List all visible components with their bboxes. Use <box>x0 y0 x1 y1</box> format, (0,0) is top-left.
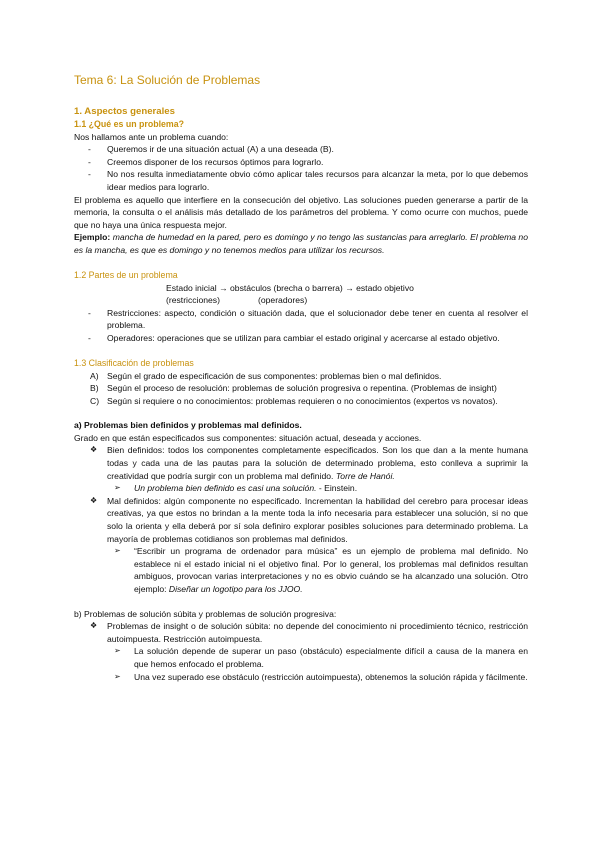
arrow-bullet-icon: ➢ <box>114 671 121 681</box>
section-a-intro: Grado en que están especificados sus componentes: situación actual, deseada y acciones. <box>74 432 422 443</box>
document-content <box>74 74 528 683</box>
diamond-bullet-icon: ❖ <box>90 495 98 505</box>
arrow-bullet-icon: ➢ <box>114 483 121 493</box>
diamond-bullet-icon: ❖ <box>90 445 98 455</box>
example-paragraph: Ejemplo: mancha de humedad en la pared, pero es domingo y no tengo las sustancias para arreglarlo. El problema no es la mancha, es que es domingo y no tenemos medios para utilizar los recursos. <box>74 232 528 255</box>
state-diagram-sub: (restricciones) (operadores) <box>166 295 308 306</box>
subsection-heading-clasificacion: 1.3 Clasificación de problemas <box>74 357 194 368</box>
list-item: C) Según si requiere o no conocimientos: problemas requieren o no conocimientos (expertos vs novatos). <box>90 395 498 406</box>
list-item: A) Según el grado de especificación de sus componentes: problemas bien o mal definidos. <box>90 370 442 381</box>
arrow-bullet-icon: ➢ <box>114 646 121 656</box>
list-item: ➢ Un problema bien definido es casi una solución. - Einstein. <box>114 483 358 494</box>
list-item: ➢ Una vez superado ese obstáculo (restricción autoimpuesta), obtenemos la solución rápida y fácilmente. <box>114 671 528 682</box>
list-item: ❖ Problemas de insight o de solución súbita: no depende del conocimiento ni procedimiento técnico, restricción autoimpuesta. Restricción autoimpuesta. <box>74 620 528 645</box>
subsection-heading-que-es: 1.1 ¿Qué es un problema? <box>74 118 184 129</box>
list-item: ➢ La solución depende de superar un paso (obstáculo) especialmente difícil a causa de la manera en que hemos enfocado el problema. <box>114 646 528 669</box>
subsection-heading-partes: 1.2 Partes de un problema <box>74 269 178 280</box>
intro-text: Nos hallamos ante un problema cuando: <box>74 131 229 142</box>
section-a-heading: a) Problemas bien definidos y problemas mal definidos. <box>74 420 302 431</box>
section-b-heading: b) Problemas de solución súbita y problemas de solución progresiva: <box>74 608 337 619</box>
diamond-bullet-icon: ❖ <box>90 621 98 631</box>
list-item: - No nos resulta inmediatamente obvio cómo aplicar tales recursos para alcanzar la meta, por lo que debemos idear medios para lograrlo. <box>88 169 528 192</box>
list-item: ➢ “Escribir un programa de ordenador para música” es un ejemplo de problema mal definido. No establece ni el estado inicial ni el objetivo final. Por lo general, los problemas mal definidos resultan ambiguos, provocan varias interpretaciones y no es obvio cuándo se ha alcanzado una solución. Otro ejemplo: Diseñar un logotipo para los JJOO. <box>114 546 528 594</box>
document-title: Tema 6: La Solución de Problemas <box>74 73 261 87</box>
arrow-bullet-icon: ➢ <box>114 546 121 556</box>
definition-paragraph: El problema es aquello que interfiere en la consecución del objetivo. Las soluciones pueden generarse a partir de la memoria, la consulta o el análisis más detallado de los parámetros del problema. Y como ocurre con muchos, puede que no haya una única respuesta mejor. <box>74 194 528 230</box>
list-item: - Operadores: operaciones que se utilizan para cambiar el estado original y acercarse al estado objetivo. <box>88 332 500 343</box>
list-item: - Creemos disponer de los recursos óptimos para lograrlo. <box>88 156 324 167</box>
list-item: B) Según el proceso de resolución: problemas de solución progresiva o repentina. (Problemas de insight) <box>90 383 497 394</box>
state-diagram-line: Estado inicial → obstáculos (brecha o barrera) → estado objetivo <box>166 282 414 293</box>
list-item: ❖ Mal definidos: algún componente no especificado. Incrementan la habilidad del cerebro para procesar ideas creativas, ya que estos no brindan a la mente toda la info necesaria para establecer una solución, si no que solo la orienta y ella deberá por sí sola definiro explorar posibles soluciones para determinado problema. La mayoría de problemas cotidianos son problemas mal definidos. <box>74 495 528 545</box>
section-heading-aspectos: 1. Aspectos generales <box>74 105 175 117</box>
list-item: ❖ Bien definidos: todos los componentes completamente especificados. Son los que dan a la mente humana todas y cada una de las pautas para la solución de determinado problema, esto conlleva a suprimir la creatividad que podría surgir con un problema mal definido. Torre de Hanói. <box>74 444 528 482</box>
list-item: - Restricciones: aspecto, condición o situación dada, que el solucionador debe tener en cuenta al resolver el problema. <box>88 307 528 331</box>
list-item: - Queremos ir de una situación actual (A) a una deseada (B). <box>88 144 334 155</box>
